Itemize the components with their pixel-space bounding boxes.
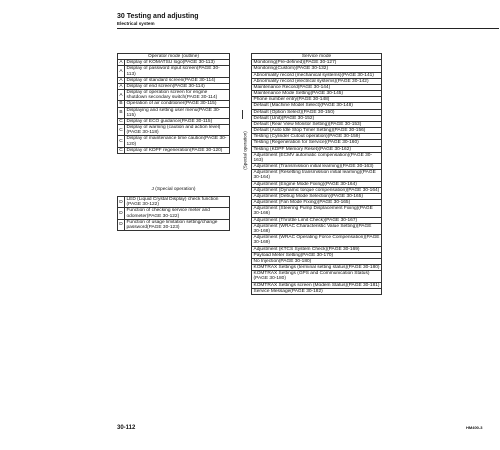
group-letter: A [119, 83, 123, 89]
row-text: Phone number entry(PAGE 30-148) [252, 97, 382, 103]
row-text: Display of KDPF regeneration(PAGE 30-120) [125, 147, 230, 153]
row-text: Display of maintenance time caution(PAGE 30-120) [125, 136, 230, 147]
row-text: LED (Liquid Crystal Display) check function (PAGE 30-122) [125, 197, 230, 208]
model-code: HM400-3 [466, 425, 483, 430]
group-letter: C [118, 136, 125, 147]
table-row [118, 107, 230, 118]
group-letter: C [119, 118, 123, 124]
row-text: Adjustment (Steering Pump Displacement Fixing)(PAGE 30-166) [252, 206, 382, 217]
group-letter: D [118, 208, 125, 219]
row-text: Adjustment (Throttle Limit Check)(PAGE 30-167) [252, 217, 382, 223]
row-text: KOMTRAX Settings (terminal setting status)(PAGE 30-180) [253, 265, 380, 271]
row-text: Display of operation screen for engine shutdown secondary switch(PAGE 30-114) [125, 90, 230, 101]
row-text: Display of end screen(PAGE 30-114) [125, 83, 230, 89]
row-text: Adjustment (Resetting transmission initial learning)(PAGE 30-164) [252, 170, 382, 181]
table-row [118, 208, 230, 219]
row-text: Displaying and setting user menu(PAGE 30-115) [125, 107, 230, 118]
service-mode-table [251, 53, 382, 295]
table-row [118, 136, 230, 147]
group-letter: D [118, 219, 125, 230]
row-text: KOMTRAX Settings screen (Modem Status)(PAGE 30-181) [253, 282, 380, 288]
group-letter: C [118, 125, 125, 136]
row-text: Default (Rear View Monitor Setting)(PAGE 30-153) [252, 121, 382, 127]
table-row [252, 206, 382, 217]
table-row [118, 101, 230, 107]
table-row [252, 193, 382, 199]
group-letter: C [119, 147, 123, 153]
table-row [118, 197, 230, 208]
row-text: Testing (KDPF Memory Reset)(PAGE 30-162) [252, 146, 382, 152]
row-text: Default (Option Select)(PAGE 30-150) [252, 109, 382, 115]
row-text: KOMTRAX Settings (GPS and Communication Status)(PAGE 30-180) [252, 271, 382, 282]
group-letter: A [118, 90, 125, 101]
table-row [252, 282, 382, 288]
special-operation-table [117, 196, 230, 231]
row-text: Default (Unit)(PAGE 30-152) [252, 115, 382, 121]
row-text: Default (Machine Model Select)(PAGE 30-148) [252, 103, 382, 109]
table-row [252, 170, 382, 181]
group-letter: B [118, 107, 125, 118]
row-text: Payload Meter Setting(PAGE 30-170) [252, 252, 382, 258]
row-text: Adjustment (ECMV automatic compensation)(PAGE 30-163) [252, 152, 382, 163]
row-text: Testing (Regeneration for Service)(PAGE 30-160) [252, 140, 382, 146]
row-text: Testing (Cylinder Cutout operation)(PAGE 30-159) [252, 134, 382, 140]
row-text: Monitoring(Pre-defined)(PAGE 30-127) [252, 60, 382, 66]
table-row [118, 77, 230, 83]
row-text: Monitoring(Custom)(PAGE 30-132) [252, 66, 382, 72]
section-subtitle: Electrical system [117, 21, 155, 26]
row-text: Adjustment (KTCS System Check)(PAGE 30-169) [252, 246, 382, 252]
row-text: Maintenance Record(PAGE 30-144) [252, 84, 382, 90]
table-row [252, 187, 382, 193]
table-row [252, 128, 382, 134]
row-text: Adjustment (WRAC Characteristic Value Setting)(PAGE 30-168) [252, 223, 382, 234]
special-operation-label: J (Special operation) [151, 187, 196, 192]
row-text: Display of password input screen(PAGE 30-113) [125, 66, 230, 77]
row-text: Service Message(PAGE 30-182) [252, 288, 382, 294]
row-text: Display of warning (caution and action level)(PAGE 30-118) [125, 125, 230, 136]
table-row [252, 265, 382, 271]
row-text: Default (Auto Idle Stop Timer Setting)(PAGE 30-156) [252, 128, 382, 134]
table-row [252, 271, 382, 282]
table-row [118, 60, 230, 66]
row-text: Function of checking service meter and odometer(PAGE 30-122) [125, 208, 230, 219]
service-mode-heading: Service mode [252, 54, 382, 60]
row-text: Display of ECO guidance(PAGE 30-115) [125, 118, 230, 124]
row-text: Operation of air conditioner(PAGE 30-115) [125, 101, 230, 107]
row-text: Maintenance Mode Setting(PAGE 30-145) [252, 91, 382, 97]
table-row [252, 235, 382, 246]
table-row [252, 72, 382, 78]
table-row [252, 223, 382, 234]
arrow-label: (Special operation) [242, 131, 248, 170]
operator-mode-heading: Operator mode (outline) [118, 54, 230, 60]
row-text: Function of usage limitation setting/change password(PAGE 30-123) [125, 219, 230, 230]
section-title: 30 Testing and adjusting [117, 13, 199, 20]
row-text: Display of standard screen(PAGE 30-114) [125, 77, 230, 83]
row-text: Adjustment (Engine Mode Fixing)(PAGE 30-164) [252, 181, 382, 187]
group-letter: D [118, 197, 125, 208]
table-row [118, 219, 230, 230]
row-text: Abnormality record (mechanical systems)(PAGE 30-141) [252, 72, 382, 78]
table-row [252, 288, 382, 294]
table-row [118, 90, 230, 101]
group-letter: A [119, 60, 123, 66]
row-text: Adjustment (Transmission initial learning)(PAGE 30-163) [252, 164, 382, 170]
table-row [118, 125, 230, 136]
group-letter: A [119, 77, 123, 83]
special-operation-arrow [238, 110, 248, 180]
page-number: 30-112 [117, 425, 136, 431]
operator-mode-table [117, 53, 230, 154]
header-rule [117, 28, 499, 29]
table-row [252, 152, 382, 163]
table-row [252, 78, 382, 84]
table-row [252, 164, 382, 170]
row-text: Abnormality record (electrical systems)(PAGE 30-142) [252, 78, 382, 84]
row-text: Adjustment (Dynamic torque compensation)(PAGE 30-164) [252, 187, 382, 193]
table-row [118, 66, 230, 77]
row-text: Adjustment (Debug Mode Selection)(PAGE 30-165) [252, 193, 382, 199]
row-text: Adjustment (WRAC Operating Force Compensation)(PAGE 30-169) [253, 235, 380, 246]
group-letter: B [119, 101, 123, 107]
row-text: Adjustment (Fan Mode Fixing)(PAGE 30-165) [252, 200, 382, 206]
group-letter: A [118, 66, 125, 77]
row-text: No Injection(PAGE 30-180) [252, 258, 382, 264]
table-row [118, 147, 230, 153]
row-text: Display of KOMATSU logo(PAGE 30-113) [125, 60, 230, 66]
